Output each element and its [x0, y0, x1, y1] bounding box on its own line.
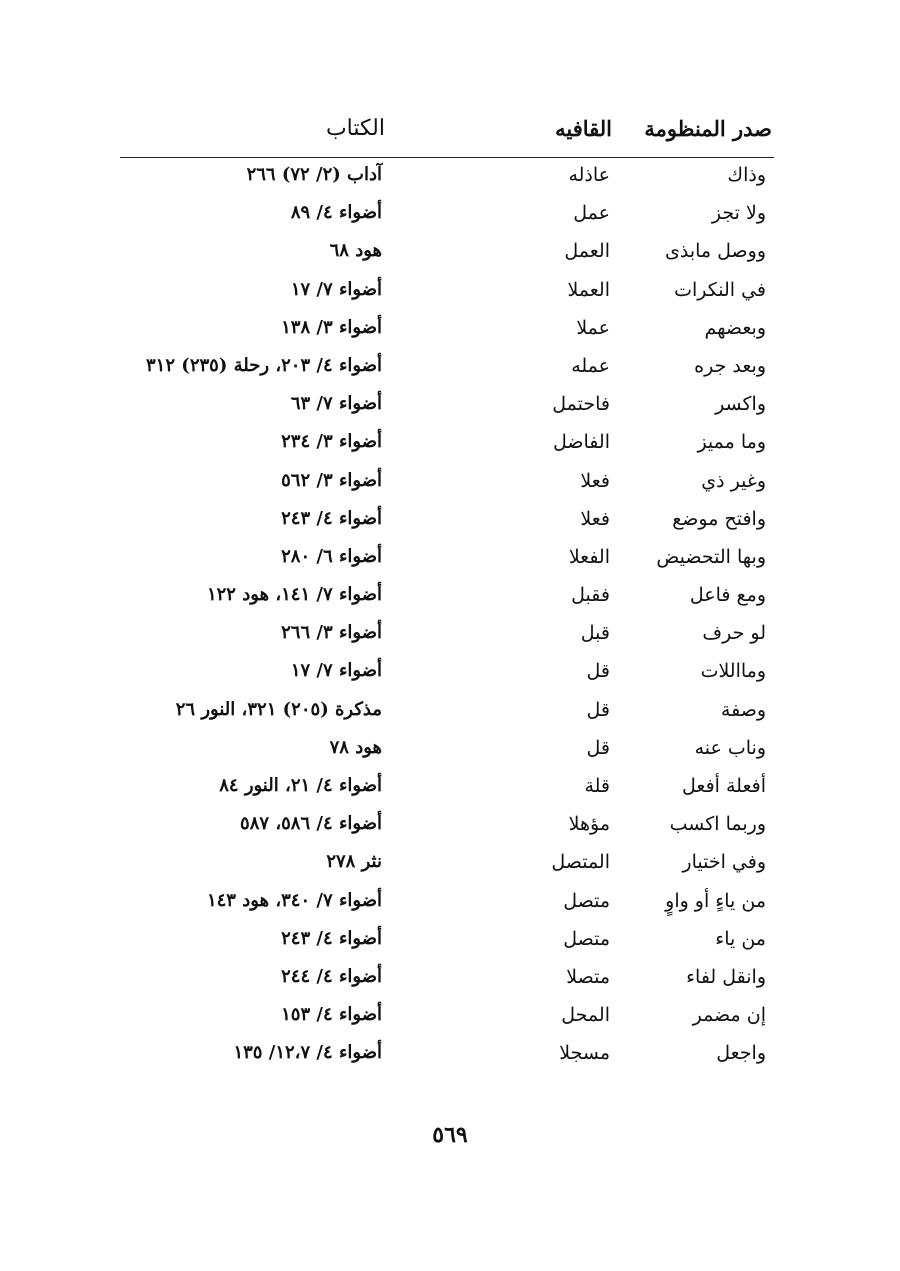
rhyme-cell: قل [586, 736, 610, 759]
book-reference-cell: أضواء ٧/ ٦٣ [290, 393, 382, 415]
table-row [120, 924, 772, 962]
book-reference-cell: أضواء ٣/ ٢٣٤ [281, 431, 382, 453]
table-row [120, 198, 772, 236]
rhyme-cell: متصل [563, 889, 610, 912]
verse-start-cell: أفعلة أفعل [682, 775, 766, 797]
table-row [120, 504, 772, 542]
page-number: ٥٦٩ [432, 1122, 468, 1148]
table-row [120, 275, 772, 313]
verse-start-cell: وفي اختيار [682, 851, 766, 874]
table-row [120, 695, 772, 733]
verse-start-cell: لو حرف [702, 622, 766, 645]
book-reference-cell: أضواء ٧/ ١٤١، هود ١٢٢ [206, 584, 382, 606]
table-row [120, 1000, 772, 1038]
book-reference-cell: أضواء ٤/ ١٥٣ [281, 1004, 382, 1026]
verse-start-cell: إن مضمر [692, 1004, 766, 1027]
book-reference-cell: أضواء ٤/ ٢٤٤ [281, 965, 382, 987]
book-reference-cell: أضواء ٣/ ٥٦٢ [281, 469, 382, 491]
table-row [120, 160, 772, 198]
book-reference-cell: أضواء ٤/ ٢٤٣ [281, 927, 382, 949]
table-row [120, 580, 772, 618]
verse-start-cell: وذاك [727, 164, 766, 186]
table-row [120, 618, 772, 656]
table-row [120, 466, 772, 504]
book-reference-cell: هود ٦٨ [329, 240, 382, 262]
table-row [120, 427, 772, 465]
rhyme-cell: عاذله [568, 164, 610, 186]
verse-start-cell: وصفة [720, 698, 766, 721]
index-table-body [120, 160, 772, 1077]
rhyme-cell: متصلا [566, 965, 610, 988]
book-reference-cell: أضواء ٤/ ٢٠٣، رحلة (٢٣٥) ٣١٢ [146, 354, 382, 376]
table-row [120, 886, 772, 924]
rhyme-cell: فعلا [580, 507, 610, 530]
book-reference-cell: أضواء ٧/ ١٧ [290, 660, 382, 682]
rhyme-cell: عمله [571, 354, 610, 377]
table-row [120, 847, 772, 885]
book-reference-cell: أضواء ٧/ ٣٤٠، هود ١٤٣ [206, 889, 382, 911]
header-verse-start: صدر المنظومة [644, 116, 772, 141]
verse-start-cell: وبعضهم [704, 316, 766, 339]
verse-start-cell: واكسر [715, 393, 766, 416]
rhyme-cell: قبل [580, 622, 610, 645]
verse-start-cell: وربما اكسب [669, 813, 766, 836]
book-reference-cell: أضواء ٤/ ٥٨٦، ٥٨٧ [240, 813, 382, 835]
verse-start-cell: وما مميز [697, 431, 766, 454]
table-row [120, 236, 772, 274]
table-row [120, 351, 772, 389]
rhyme-cell: فاحتمل [552, 393, 610, 416]
book-reference-cell: أضواء ٧/ ١٧ [290, 278, 382, 300]
rhyme-cell: فعلا [580, 469, 610, 492]
verse-start-cell: من ياء [715, 927, 766, 950]
rhyme-cell: الفاضل [553, 431, 610, 454]
rhyme-cell: مسجلا [559, 1042, 610, 1065]
verse-start-cell: ووصل مابذى [664, 240, 766, 263]
table-row [120, 389, 772, 427]
verse-start-cell: ومااللات [700, 660, 766, 683]
table-row [120, 771, 772, 809]
book-reference-cell: أضواء ٣/ ٢٦٦ [281, 622, 382, 644]
rhyme-cell: عمل [573, 202, 610, 225]
table-header [120, 116, 772, 150]
verse-start-cell: ولا تجز [711, 202, 766, 225]
book-reference-cell: أضواء ٣/ ١٣٨ [281, 316, 382, 338]
verse-start-cell: واجعل [716, 1042, 766, 1065]
header-book: الكتاب [325, 116, 385, 141]
verse-start-cell: وناب عنه [694, 736, 766, 759]
verse-start-cell: وبعد جره [694, 354, 766, 377]
rhyme-cell: العملا [567, 278, 610, 301]
header-divider [120, 157, 774, 158]
header-rhyme: القافيه [555, 116, 612, 141]
book-reference-cell: أضواء ٤/ ٢٤٣ [281, 507, 382, 529]
table-row [120, 656, 772, 694]
rhyme-cell: الفعلا [568, 545, 610, 568]
book-reference-cell: أضواء ٤/ ٢١، النور ٨٤ [219, 775, 382, 796]
rhyme-cell: فقبل [571, 584, 610, 607]
rhyme-cell: المتصل [551, 851, 610, 874]
rhyme-cell: العمل [564, 240, 610, 263]
rhyme-cell: قل [586, 698, 610, 721]
book-reference-cell: مذكرة (٢٠٥) ٣٢١، النور ٢٦ [175, 698, 382, 720]
book-reference-cell: آداب (٢/ ٧٢) ٢٦٦ [246, 164, 382, 185]
table-row [120, 313, 772, 351]
verse-start-cell: ومع فاعل [689, 584, 766, 607]
verse-start-cell: وانقل لفاء [686, 965, 766, 988]
table-row [120, 809, 772, 847]
table-row [120, 733, 772, 771]
table-row [120, 1038, 772, 1076]
rhyme-cell: قل [586, 660, 610, 683]
rhyme-cell: المحل [561, 1004, 610, 1027]
verse-start-cell: في النكرات [674, 278, 766, 301]
rhyme-cell: متصل [563, 927, 610, 950]
book-reference-cell: أضواء ٤/ ٨٩ [290, 202, 382, 224]
book-reference-cell: نثر ٢٧٨ [326, 851, 382, 873]
verse-start-cell: وغير ذي [701, 469, 766, 492]
verse-start-cell: وافتح موضع [672, 507, 766, 530]
verse-start-cell: وبها التحضيض [656, 545, 766, 568]
table-row [120, 542, 772, 580]
rhyme-cell: قلة [584, 775, 610, 797]
rhyme-cell: مؤهلا [568, 813, 610, 836]
book-reference-cell: أضواء ٤/ ١٢،٧/ ١٣٥ [233, 1042, 382, 1064]
rhyme-cell: عملا [576, 316, 610, 339]
table-row [120, 962, 772, 1000]
book-reference-cell: أضواء ٦/ ٢٨٠ [281, 545, 382, 567]
book-reference-cell: هود ٧٨ [329, 736, 382, 758]
verse-start-cell: من ياءٍ أو واوٍ [665, 889, 766, 912]
